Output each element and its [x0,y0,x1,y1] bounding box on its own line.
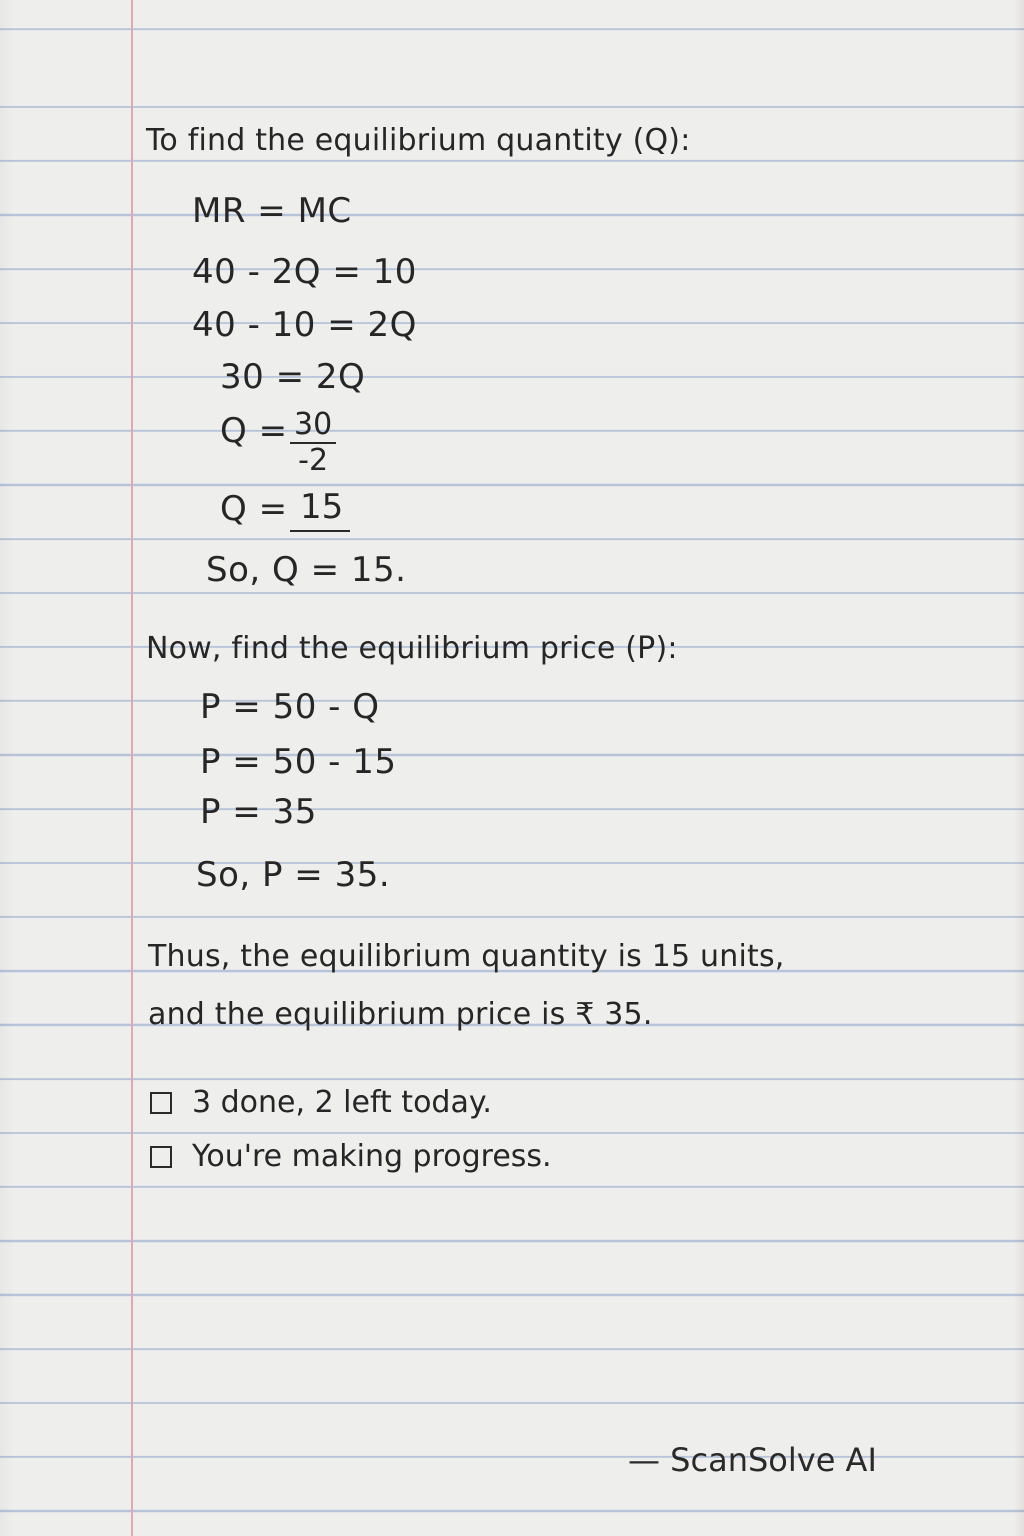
equation-step-2: 40 - 2Q = 10 [192,252,417,292]
fraction-numerator: 30 [290,410,336,444]
task-text-2: You're making progress. [192,1139,552,1174]
fraction-lhs: Q = [220,411,288,451]
task-checkbox-2[interactable] [150,1146,172,1168]
result-lhs: Q = [220,489,288,529]
price-step-3: P = 35 [200,792,317,832]
price-step-2: P = 50 - 15 [200,742,397,782]
fraction [290,407,336,478]
price-conclusion: So, P = 35. [196,855,391,895]
fraction-denominator: -2 [298,443,329,478]
summary-line-1: Thus, the equilibrium quantity is 15 units, [148,939,785,974]
margin-line [131,0,133,1536]
task-checkbox-1[interactable] [150,1092,172,1114]
equation-step-4: 30 = 2Q [220,357,366,397]
price-heading: Now, find the equilibrium price (P): [146,631,678,666]
quantity-heading: To find the equilibrium quantity (Q): [146,123,691,158]
task-item-2 [150,1139,552,1174]
task-item-1 [150,1085,492,1120]
equation-step-3: 40 - 10 = 2Q [192,305,417,345]
equation-step-1: MR = MC [192,191,352,231]
signature: — ScanSolve AI [628,1441,877,1479]
result-value: 15 [290,490,350,532]
task-text-1: 3 done, 2 left today. [192,1085,492,1120]
quantity-conclusion: So, Q = 15. [206,550,407,590]
summary-line-2: and the equilibrium price is ₹ 35. [148,997,653,1032]
price-step-1: P = 50 - Q [200,687,380,727]
